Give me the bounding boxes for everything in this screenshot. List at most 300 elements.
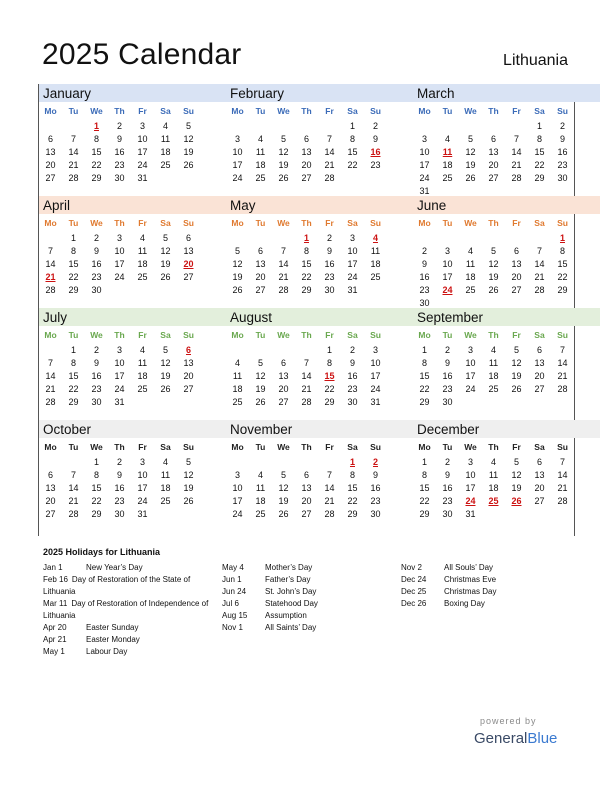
weekday-label: Th: [488, 441, 499, 452]
weekday-label: Su: [557, 329, 568, 340]
holiday-name: Christmas Eve: [444, 575, 497, 584]
weekday-header-row: [413, 438, 600, 455]
day-cell: 9: [116, 133, 122, 144]
day-cell: 19: [232, 271, 243, 282]
weekday-label: Th: [114, 105, 125, 116]
day-cell: 21: [511, 159, 522, 170]
day-cell: 1: [93, 456, 99, 467]
day-cell: 8: [70, 245, 76, 256]
holiday-name: Day of Restoration of the State of Lithuania: [43, 575, 191, 596]
day-cell: 24: [370, 383, 381, 394]
week-row: [413, 507, 600, 520]
weekday-header-row: [226, 102, 413, 119]
day-cell: 20: [301, 159, 312, 170]
brand-logo[interactable]: [474, 730, 557, 747]
day-cell: 25: [160, 495, 171, 506]
day-cell: 2: [326, 232, 332, 243]
holiday-name: Assumption: [265, 611, 307, 620]
day-cell: 26: [278, 172, 289, 183]
holiday-day-cell: 11: [442, 146, 453, 157]
day-cell: 29: [324, 396, 335, 407]
day-cell: 28: [45, 396, 56, 407]
day-cell: 7: [559, 344, 565, 355]
day-cell: 16: [419, 271, 430, 282]
day-cell: 24: [347, 271, 358, 282]
weekday-label: We: [464, 441, 477, 452]
day-cell: 2: [559, 120, 565, 131]
week-row: [39, 507, 226, 520]
holiday-name: Father’s Day: [265, 575, 311, 584]
day-cell: 13: [301, 146, 312, 157]
day-cell: 3: [116, 344, 122, 355]
weekday-header-row: [39, 214, 226, 231]
weekday-label: Sa: [534, 217, 545, 228]
week-row: [413, 468, 600, 481]
holiday-item: [401, 574, 571, 586]
week-row: [39, 132, 226, 145]
weekday-label: Tu: [68, 329, 79, 340]
weekday-label: Su: [557, 105, 568, 116]
month-april: [39, 196, 226, 308]
day-cell: 10: [419, 146, 430, 157]
day-cell: 19: [255, 383, 266, 394]
day-cell: 6: [490, 133, 496, 144]
day-cell: 12: [278, 146, 289, 157]
week-row: [39, 494, 226, 507]
weekday-label: Th: [488, 329, 499, 340]
week-row: [226, 455, 413, 468]
weekday-label: Tu: [255, 105, 266, 116]
day-cell: 27: [45, 172, 56, 183]
day-cell: 15: [91, 146, 102, 157]
weekday-label: Mo: [418, 105, 431, 116]
weekday-label: Su: [557, 217, 568, 228]
weekday-header-row: [226, 214, 413, 231]
day-cell: 4: [139, 344, 145, 355]
day-cell: 25: [137, 383, 148, 394]
day-cell: 10: [442, 258, 453, 269]
weekday-label: We: [90, 441, 103, 452]
month-march: [413, 84, 600, 196]
holiday-date: Dec 25: [401, 587, 427, 596]
week-row: [39, 257, 226, 270]
day-cell: 29: [68, 284, 79, 295]
day-cell: 2: [116, 120, 122, 131]
day-cell: 6: [536, 344, 542, 355]
weekday-label: We: [464, 105, 477, 116]
weekday-label: We: [277, 329, 290, 340]
day-cell: 6: [280, 357, 286, 368]
week-row: [413, 257, 600, 270]
day-cell: 19: [278, 495, 289, 506]
weekday-label: Mo: [231, 329, 244, 340]
day-cell: 3: [139, 456, 145, 467]
day-cell: 22: [347, 495, 358, 506]
holiday-date: Dec 24: [401, 575, 427, 584]
holiday-day-cell: 6: [185, 344, 191, 355]
week-row: [39, 244, 226, 257]
day-cell: 20: [301, 495, 312, 506]
day-cell: 12: [278, 482, 289, 493]
day-cell: 14: [68, 482, 79, 493]
day-cell: 23: [91, 383, 102, 394]
day-cell: 17: [114, 370, 125, 381]
day-cell: 1: [70, 232, 76, 243]
week-row: [226, 395, 413, 408]
day-cell: 5: [280, 133, 286, 144]
day-cell: 17: [114, 258, 125, 269]
holiday-item: [222, 598, 392, 610]
day-cell: 30: [91, 284, 102, 295]
day-cell: 19: [160, 258, 171, 269]
day-cell: 7: [303, 357, 309, 368]
day-cell: 3: [139, 120, 145, 131]
day-cell: 17: [465, 370, 476, 381]
day-cell: 25: [488, 383, 499, 394]
weekday-label: Su: [183, 217, 194, 228]
day-cell: 20: [278, 383, 289, 394]
holiday-day-cell: 4: [372, 232, 378, 243]
week-row: [226, 507, 413, 520]
holiday-item: [43, 574, 213, 598]
day-cell: 9: [444, 469, 450, 480]
weekday-label: We: [277, 217, 290, 228]
day-cell: 27: [534, 383, 545, 394]
day-cell: 4: [490, 344, 496, 355]
holiday-date: Apr 20: [43, 623, 67, 632]
day-cell: 9: [326, 245, 332, 256]
day-cell: 2: [372, 120, 378, 131]
day-cell: 31: [114, 396, 125, 407]
week-row: [226, 343, 413, 356]
day-cell: 25: [255, 508, 266, 519]
day-cell: 19: [183, 146, 194, 157]
holiday-date: Nov 2: [401, 563, 422, 572]
holiday-date: Feb 16: [43, 575, 68, 584]
day-cell: 23: [91, 271, 102, 282]
holiday-day-cell: 16: [370, 146, 381, 157]
holiday-date: Jun 1: [222, 575, 242, 584]
day-cell: 17: [137, 146, 148, 157]
weekday-label: Fr: [138, 441, 147, 452]
day-cell: 20: [534, 482, 545, 493]
day-cell: 31: [465, 508, 476, 519]
day-cell: 25: [160, 159, 171, 170]
month-february: [226, 84, 413, 196]
day-cell: 3: [372, 344, 378, 355]
day-cell: 5: [490, 245, 496, 256]
day-cell: 5: [162, 232, 168, 243]
weekday-label: We: [464, 217, 477, 228]
day-cell: 21: [278, 271, 289, 282]
month-august: [226, 308, 413, 420]
weekday-label: Fr: [138, 329, 147, 340]
day-cell: 6: [47, 133, 53, 144]
week-row: [39, 119, 226, 132]
day-cell: 16: [442, 370, 453, 381]
weekday-label: Fr: [325, 441, 334, 452]
day-cell: 28: [324, 172, 335, 183]
month-september: [413, 308, 600, 420]
holiday-item: [43, 634, 213, 646]
day-cell: 25: [137, 271, 148, 282]
day-cell: 18: [255, 159, 266, 170]
day-cell: 11: [137, 245, 148, 256]
day-cell: 29: [419, 508, 430, 519]
day-cell: 30: [114, 508, 125, 519]
holiday-name: All Saints’ Day: [265, 623, 317, 632]
day-cell: 9: [444, 357, 450, 368]
day-cell: 27: [45, 508, 56, 519]
day-cell: 26: [488, 284, 499, 295]
day-cell: 7: [70, 133, 76, 144]
day-cell: 8: [559, 245, 565, 256]
day-cell: 8: [303, 245, 309, 256]
holiday-name: New Year’s Day: [86, 563, 143, 572]
day-cell: 18: [137, 258, 148, 269]
week-row: [226, 481, 413, 494]
day-cell: 14: [45, 370, 56, 381]
weekday-header-row: [413, 214, 600, 231]
holiday-date: Jul 6: [222, 599, 239, 608]
day-cell: 21: [557, 482, 568, 493]
week-row: [413, 119, 600, 132]
day-cell: 16: [114, 482, 125, 493]
holiday-name: Boxing Day: [444, 599, 485, 608]
weekday-label: Fr: [325, 105, 334, 116]
day-cell: 29: [301, 284, 312, 295]
weekday-label: Sa: [160, 105, 171, 116]
weekday-label: Sa: [534, 105, 545, 116]
weekday-label: Sa: [160, 329, 171, 340]
day-cell: 16: [324, 258, 335, 269]
day-cell: 23: [370, 495, 381, 506]
day-cell: 21: [68, 159, 79, 170]
day-cell: 10: [232, 146, 243, 157]
day-cell: 7: [70, 469, 76, 480]
day-cell: 14: [557, 469, 568, 480]
day-cell: 24: [232, 172, 243, 183]
day-cell: 15: [534, 146, 545, 157]
holiday-date: Aug 15: [222, 611, 248, 620]
day-cell: 29: [419, 396, 430, 407]
month-name: October: [39, 420, 226, 438]
weekday-label: Tu: [255, 441, 266, 452]
day-cell: 20: [255, 271, 266, 282]
day-cell: 6: [513, 245, 519, 256]
holiday-name: St. John’s Day: [265, 587, 317, 596]
holiday-day-cell: 24: [465, 495, 476, 506]
holiday-day-cell: 2: [372, 456, 378, 467]
day-cell: 18: [232, 383, 243, 394]
weekday-label: Tu: [68, 105, 79, 116]
holiday-item: [401, 562, 571, 574]
week-row: [39, 270, 226, 283]
holiday-item: [222, 622, 392, 634]
day-cell: 21: [301, 383, 312, 394]
weekday-label: Sa: [347, 441, 358, 452]
weekday-label: Sa: [347, 217, 358, 228]
weekday-label: Th: [114, 217, 125, 228]
month-name: February: [226, 84, 413, 102]
holiday-name: Labour Day: [86, 647, 128, 656]
day-cell: 16: [557, 146, 568, 157]
holiday-item: [401, 598, 571, 610]
weekday-label: Sa: [160, 217, 171, 228]
weekday-label: Fr: [512, 329, 521, 340]
day-cell: 11: [232, 370, 243, 381]
day-cell: 12: [160, 245, 171, 256]
day-cell: 17: [232, 159, 243, 170]
weekday-header-row: [39, 326, 226, 343]
weekday-label: Tu: [68, 441, 79, 452]
day-cell: 14: [324, 482, 335, 493]
holiday-day-cell: 20: [183, 258, 194, 269]
day-cell: 18: [442, 159, 453, 170]
weekday-label: Tu: [255, 217, 266, 228]
day-cell: 22: [419, 383, 430, 394]
day-cell: 2: [444, 456, 450, 467]
month-name: July: [39, 308, 226, 326]
day-cell: 8: [70, 357, 76, 368]
month-name: November: [226, 420, 413, 438]
day-cell: 23: [370, 159, 381, 170]
weekday-header-row: [413, 326, 600, 343]
weekday-label: We: [277, 105, 290, 116]
weekday-label: Mo: [418, 217, 431, 228]
day-cell: 4: [490, 456, 496, 467]
day-cell: 23: [557, 159, 568, 170]
weekday-header-row: [226, 326, 413, 343]
holiday-date: Jun 24: [222, 587, 247, 596]
day-cell: 20: [45, 495, 56, 506]
holiday-column-2: [222, 562, 392, 634]
day-cell: 17: [465, 482, 476, 493]
day-cell: 7: [280, 245, 286, 256]
month-november: [226, 420, 413, 532]
week-row: [39, 145, 226, 158]
weekday-label: Su: [183, 441, 194, 452]
week-row: [226, 158, 413, 171]
holiday-item: [222, 610, 392, 622]
day-cell: 28: [511, 172, 522, 183]
day-cell: 31: [137, 508, 148, 519]
day-cell: 29: [91, 508, 102, 519]
month-name: December: [413, 420, 600, 438]
week-row: [413, 343, 600, 356]
day-cell: 10: [370, 357, 381, 368]
day-cell: 23: [324, 271, 335, 282]
month-december: [413, 420, 600, 532]
day-cell: 27: [534, 495, 545, 506]
day-cell: 8: [93, 133, 99, 144]
day-cell: 30: [442, 396, 453, 407]
day-cell: 11: [370, 245, 381, 256]
day-cell: 11: [160, 133, 171, 144]
brand-general: General: [474, 730, 528, 747]
week-row: [413, 231, 600, 244]
day-cell: 4: [162, 456, 168, 467]
day-cell: 13: [45, 146, 56, 157]
day-cell: 25: [465, 284, 476, 295]
day-cell: 22: [557, 271, 568, 282]
weekday-label: Su: [370, 105, 381, 116]
weekday-label: Mo: [418, 329, 431, 340]
day-cell: 2: [93, 232, 99, 243]
holiday-date: Apr 21: [43, 635, 67, 644]
day-cell: 28: [68, 172, 79, 183]
holidays-title: 2025 Holidays for Lithuania: [43, 547, 161, 557]
day-cell: 20: [45, 159, 56, 170]
day-cell: 11: [255, 146, 266, 157]
weekday-label: Su: [183, 329, 194, 340]
week-row: [226, 244, 413, 257]
day-cell: 7: [326, 133, 332, 144]
weekday-label: We: [90, 105, 103, 116]
day-cell: 14: [557, 357, 568, 368]
weekday-label: Fr: [325, 217, 334, 228]
powered-by-label: powered by: [480, 716, 537, 726]
day-cell: 5: [513, 344, 519, 355]
day-cell: 30: [419, 298, 430, 309]
day-cell: 11: [488, 469, 499, 480]
week-row: [39, 158, 226, 171]
day-cell: 24: [137, 159, 148, 170]
week-row: [413, 132, 600, 145]
day-cell: 28: [68, 508, 79, 519]
day-cell: 2: [444, 344, 450, 355]
day-cell: 16: [91, 258, 102, 269]
day-cell: 25: [232, 396, 243, 407]
day-cell: 23: [442, 383, 453, 394]
day-cell: 18: [160, 146, 171, 157]
day-cell: 5: [257, 357, 263, 368]
holiday-name: Easter Sunday: [86, 623, 139, 632]
weekday-label: Sa: [160, 441, 171, 452]
week-row: [226, 119, 413, 132]
day-cell: 29: [91, 172, 102, 183]
day-cell: 4: [162, 120, 168, 131]
day-cell: 6: [185, 232, 191, 243]
holiday-item: [43, 598, 213, 622]
day-cell: 7: [559, 456, 565, 467]
month-name: June: [413, 196, 600, 214]
day-cell: 27: [511, 284, 522, 295]
day-cell: 26: [255, 396, 266, 407]
day-cell: 26: [511, 383, 522, 394]
day-cell: 6: [257, 245, 263, 256]
day-cell: 15: [68, 370, 79, 381]
holiday-day-cell: 1: [303, 232, 309, 243]
day-cell: 4: [257, 133, 263, 144]
holiday-column-1: [43, 562, 213, 658]
weekday-label: We: [464, 329, 477, 340]
day-cell: 10: [137, 469, 148, 480]
holiday-item: [43, 622, 213, 634]
day-cell: 20: [534, 370, 545, 381]
week-row: [413, 270, 600, 283]
holiday-day-cell: 26: [511, 495, 522, 506]
weekday-label: Mo: [44, 217, 57, 228]
day-cell: 22: [301, 271, 312, 282]
week-row: [413, 356, 600, 369]
holiday-day-cell: 25: [488, 495, 499, 506]
week-row: [226, 171, 413, 184]
weekday-label: Tu: [442, 329, 453, 340]
day-cell: 28: [534, 284, 545, 295]
holiday-item: [222, 574, 392, 586]
weekday-label: We: [90, 329, 103, 340]
